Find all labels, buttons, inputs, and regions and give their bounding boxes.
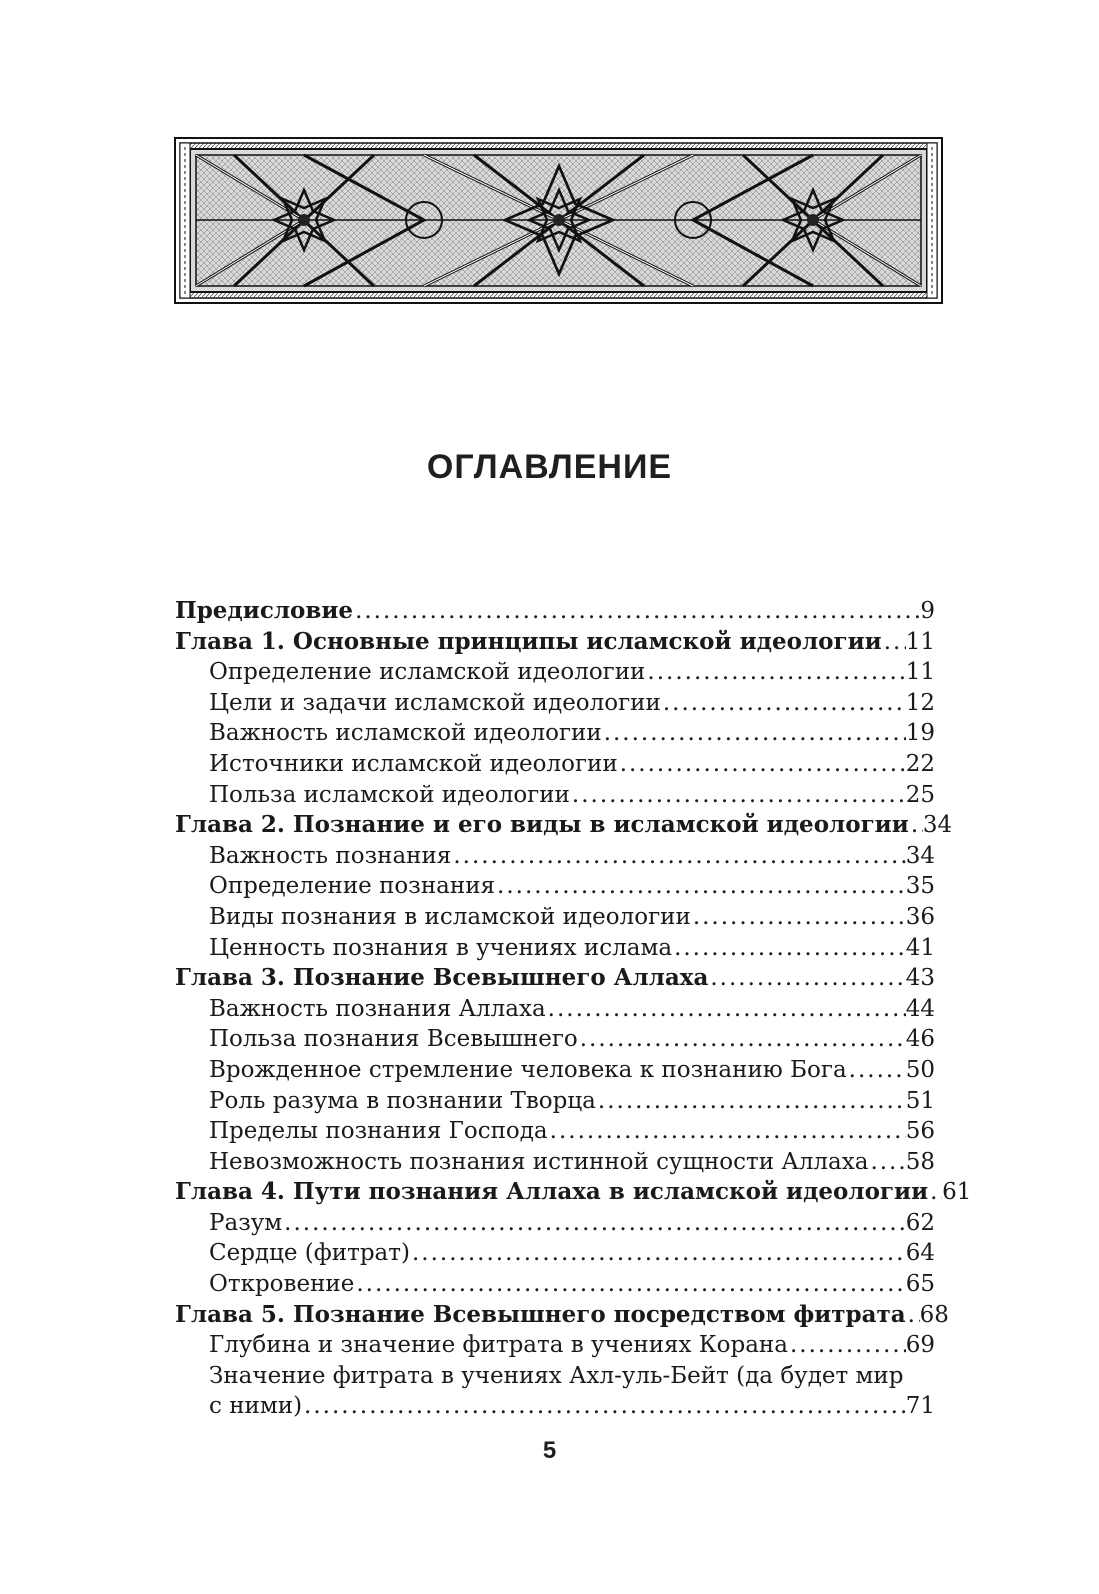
toc-section-title: Роль разума в познании Творца — [209, 1087, 596, 1114]
ornamental-header-banner — [174, 137, 943, 304]
dot-leader — [788, 1330, 906, 1361]
toc-section-title: Виды познания в исламской идеологии — [209, 903, 691, 930]
toc-section-title: Ценность познания в учениях ислама — [209, 934, 673, 961]
dot-leader — [282, 1208, 906, 1239]
dot-leader — [928, 1177, 942, 1208]
dot-leader — [868, 1147, 905, 1178]
toc-page-number: 35 — [905, 873, 935, 900]
dot-leader — [906, 1300, 920, 1331]
dot-leader — [672, 933, 906, 964]
toc-chapter-2[interactable] — [175, 810, 953, 841]
toc-section-title: Важность познания — [209, 842, 452, 869]
toc-section-title: Откровение — [209, 1271, 355, 1298]
toc-page-number: 34 — [922, 812, 953, 839]
toc-chapter-3[interactable] — [175, 963, 935, 994]
toc-page-number: 62 — [905, 1209, 935, 1236]
toc-page-number: 41 — [905, 934, 935, 961]
toc-section-title: Разум — [209, 1209, 283, 1236]
toc-section-title: Важность познания Аллаха — [209, 995, 546, 1022]
toc-page-number: 25 — [905, 781, 935, 808]
toc-section[interactable] — [175, 1208, 935, 1239]
toc-page-number: 50 — [905, 1056, 935, 1083]
toc-section-title: Источники исламской идеологии — [209, 750, 618, 777]
table-of-contents — [175, 596, 972, 1422]
toc-section-title: Сердце (фитрат) — [209, 1240, 410, 1267]
toc-page-number: 44 — [905, 995, 935, 1022]
toc-section[interactable] — [175, 749, 935, 780]
dot-leader — [691, 902, 906, 933]
dot-leader — [847, 1055, 906, 1086]
dot-leader — [410, 1238, 906, 1269]
toc-page-number: 61 — [942, 1179, 972, 1206]
toc-page-number: 65 — [905, 1271, 935, 1298]
page-title: ОГЛАВЛЕНИЕ — [426, 448, 673, 486]
toc-chapter-title: Глава 4. Пути познания Аллаха в исламской идеологии — [175, 1178, 929, 1206]
toc-section[interactable] — [175, 933, 935, 964]
dot-leader — [618, 749, 906, 780]
toc-page-number: 69 — [905, 1332, 935, 1359]
toc-section[interactable] — [175, 994, 935, 1025]
toc-chapter-5[interactable] — [175, 1300, 949, 1331]
dot-leader — [596, 1086, 906, 1117]
dot-leader — [302, 1391, 906, 1422]
toc-section-title: Пределы познания Господа — [209, 1118, 548, 1145]
toc-section-title: Цели и задачи исламской идеологии — [209, 689, 661, 716]
toc-section-title: Невозможность познания истинной сущности Аллаха — [209, 1148, 869, 1175]
dot-leader — [909, 810, 923, 841]
toc-section-title: Определение познания — [209, 873, 496, 900]
toc-section[interactable] — [175, 1269, 935, 1300]
dot-leader — [882, 627, 906, 658]
toc-chapter-1[interactable] — [175, 627, 935, 658]
toc-section[interactable] — [175, 1238, 935, 1269]
toc-page-number: 22 — [905, 750, 935, 777]
dot-leader — [354, 1269, 905, 1300]
dot-leader — [353, 596, 920, 627]
toc-section-title-line1: Значение фитрата в учениях Ахл-уль-Бейт (да будет мир — [209, 1362, 904, 1389]
page-number: 5 — [542, 1437, 557, 1464]
toc-page-number: 68 — [919, 1301, 949, 1328]
toc-section[interactable] — [175, 841, 935, 872]
toc-page-number: 36 — [905, 903, 935, 930]
toc-section[interactable] — [175, 718, 935, 749]
dot-leader — [451, 841, 905, 872]
dot-leader — [708, 963, 905, 994]
toc-page-number: 46 — [905, 1026, 935, 1053]
toc-section[interactable] — [175, 688, 935, 719]
toc-chapter-title: Глава 2. Познание и его виды в исламской идеологии — [175, 811, 909, 839]
toc-section-title: Глубина и значение фитрата в учениях Корана — [209, 1332, 788, 1359]
toc-section[interactable] — [175, 1330, 935, 1361]
toc-section-title: Польза познания Всевышнего — [209, 1026, 578, 1053]
toc-entry-preface[interactable] — [175, 596, 935, 627]
dot-leader — [570, 780, 906, 811]
dot-leader — [602, 718, 906, 749]
toc-section-title-line2-row — [175, 1391, 935, 1422]
toc-section-title: Важность исламской идеологии — [209, 720, 602, 747]
toc-section-title: Врожденное стремление человека к познанию Бога — [209, 1056, 847, 1083]
toc-section[interactable] — [175, 1116, 935, 1147]
toc-page-number: 71 — [905, 1393, 935, 1420]
toc-section[interactable] — [175, 657, 935, 688]
toc-section[interactable] — [175, 871, 935, 902]
toc-section[interactable] — [175, 1024, 935, 1055]
toc-page-number: 58 — [905, 1148, 935, 1175]
toc-page-number: 11 — [905, 628, 935, 655]
dot-leader — [661, 688, 906, 719]
toc-page-number: 12 — [905, 689, 935, 716]
geometric-pattern-image — [174, 137, 943, 304]
toc-section-wrapped[interactable] — [175, 1361, 935, 1422]
dot-leader — [546, 994, 906, 1025]
toc-page-number: 34 — [905, 842, 935, 869]
toc-page-number: 56 — [905, 1118, 935, 1145]
dot-leader — [578, 1024, 906, 1055]
toc-chapter-title: Глава 3. Познание Всевышнего Аллаха — [175, 964, 709, 992]
toc-page-number: 64 — [905, 1240, 935, 1267]
toc-page-number: 9 — [920, 598, 935, 624]
toc-section[interactable] — [175, 1055, 935, 1086]
toc-page-number: 11 — [905, 659, 935, 686]
toc-chapter-title: Глава 1. Основные принципы исламской идеологии — [175, 627, 882, 655]
toc-section[interactable] — [175, 1147, 935, 1178]
toc-section[interactable] — [175, 780, 935, 811]
toc-page-number: 51 — [905, 1087, 935, 1114]
toc-chapter-4[interactable] — [175, 1177, 972, 1208]
toc-section[interactable] — [175, 1086, 935, 1117]
toc-section-title-line2: с ними) — [209, 1393, 303, 1420]
dot-leader — [495, 871, 906, 902]
toc-chapter-title: Глава 5. Познание Всевышнего посредством фитрата — [175, 1300, 906, 1328]
toc-page-number: 19 — [905, 720, 935, 747]
dot-leader — [645, 657, 905, 688]
toc-section-title: Польза исламской идеологии — [209, 781, 570, 808]
toc-section-title: Определение исламской идеологии — [209, 659, 646, 686]
toc-entry-title: Предисловие — [175, 597, 354, 624]
toc-section[interactable] — [175, 902, 935, 933]
dot-leader — [548, 1116, 906, 1147]
toc-page-number: 43 — [905, 965, 935, 992]
